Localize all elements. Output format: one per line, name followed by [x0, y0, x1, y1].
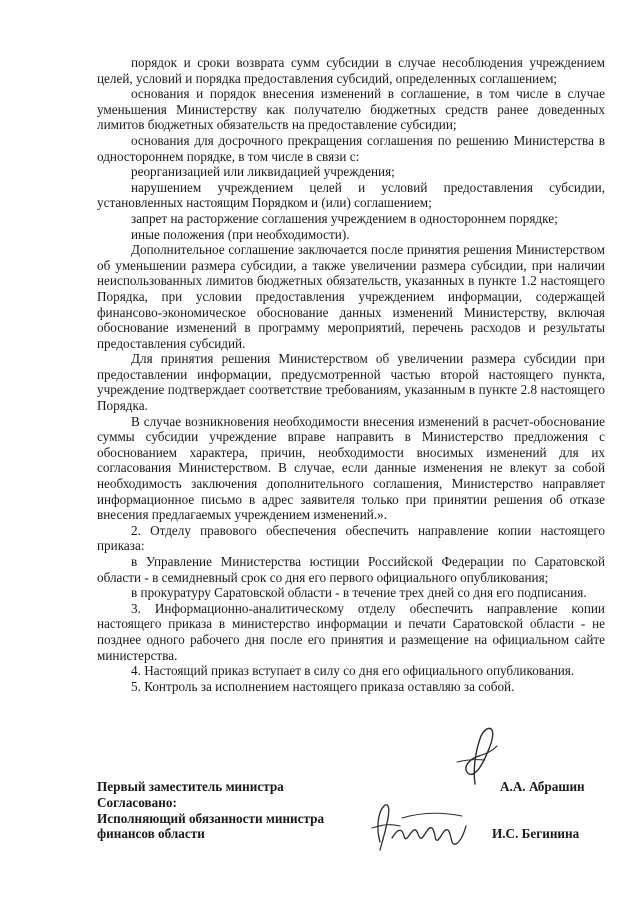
paragraph-justice-ministry: в Управление Министерства юстиции Российской Федерации по Саратовской области - в семидневный срок со дня его первого официального опубликования; [97, 554, 605, 585]
signature-row-finance [97, 826, 617, 842]
signer-name-abrashin: А.А. Абрашин [500, 779, 585, 794]
signature-row-acting-minister [97, 811, 617, 827]
document-body [97, 55, 605, 694]
signature-row-first-deputy [97, 779, 617, 795]
approved-label: Согласовано: [97, 794, 177, 810]
paragraph-increase-decision: Для принятия решения Министерством об увеличении размера субсидии при предоставлении информации, предусмотренной частью второй настоящего пункта, учреждение подтверждает соответствие требованиям, указанным в пункте 2.8 настоящего Порядка. [97, 351, 605, 414]
signer-title-finance: финансов области [97, 826, 205, 842]
paragraph-termination-ban: запрет на расторжение соглашения учреждением в одностороннем порядке; [131, 210, 558, 226]
paragraph-item-2: 2. Отделу правового обеспечения обеспечить направление копии настоящего приказа: [97, 522, 605, 554]
signature-block [97, 779, 617, 842]
paragraph-refund-procedure: порядок и сроки возврата сумм субсидии в случае несоблюдения учреждением целей, условий и порядка предоставления субсидий, определенных соглашением; [97, 55, 605, 86]
paragraph-prosecutor: в прокуратуру Саратовской области - в течение трех дней со дня его подписания. [131, 585, 587, 601]
paragraph-item-5: 5. Контроль за исполнением настоящего приказа оставляю за собой. [131, 678, 515, 694]
paragraph-item-3: 3. Информационно-аналитическому отделу обеспечить направление копии настоящего приказа в министерство информации и печати Саратовской области - не позднее одного рабочего дня после его принятия и размещение на официальном сайте министерства. [97, 600, 605, 663]
paragraph-calculation-changes: В случае возникновения необходимости внесения изменений в расчет-обоснование суммы субсидии учреждение вправе направить в Министерство предложения с обоснованием характера, причин, необходимости вносимых изменений для их согласования Министерством. В случае, если данные изменения не влекут за собой необходимость заключения дополнительного соглашения, Министерство направляет информационное письмо в адрес заявителя только при принятии решения об отказе внесения предлагаемых учреждением изменений.». [97, 413, 605, 523]
paragraph-additional-agreement: Дополнительное соглашение заключается после принятия решения Министерством об уменьшении размера субсидии, а также увеличении размера субсидии, при наличии неиспользованных лимитов бюджетных обязательств, указанных в пункте 1.2 настоящего Порядка, при условии предоставления учреждением информации, содержащей финансово-экономическое обоснование данных изменений Министерству, включая обоснование изменений в программу мероприятий, перечень расходов и результаты предоставления субсидий. [97, 242, 605, 351]
paragraph-early-termination: основания для досрочного прекращения соглашения по решению Министерства в одностороннем порядке, в том числе в связи с: [97, 132, 605, 164]
paragraph-amendment-grounds: основания и порядок внесения изменений в соглашение, в том числе в случае уменьшения Министерству как получателю бюджетных средств ранее доведенных лимитов бюджетных обязательств на предоставление субсидии; [97, 86, 605, 133]
paragraph-reorganization: реорганизацией или ликвидацией учреждения; [131, 164, 395, 180]
signer-title-acting-minister: Исполняющий обязанности министра [97, 810, 325, 826]
paragraph-item-4: 4. Настоящий приказ вступает в силу со дня его официального опубликования. [131, 663, 575, 679]
signer-title-first-deputy: Первый заместитель министра [97, 779, 284, 794]
paragraph-other-provisions: иные положения (при необходимости). [131, 226, 350, 242]
signer-name-beginina: И.С. Бегинина [492, 826, 580, 842]
paragraph-violation: нарушением учреждением целей и условий предоставления субсидии, установленных настоящим Порядком и (или) соглашением; [97, 179, 605, 211]
signature-row-approved [97, 795, 617, 811]
